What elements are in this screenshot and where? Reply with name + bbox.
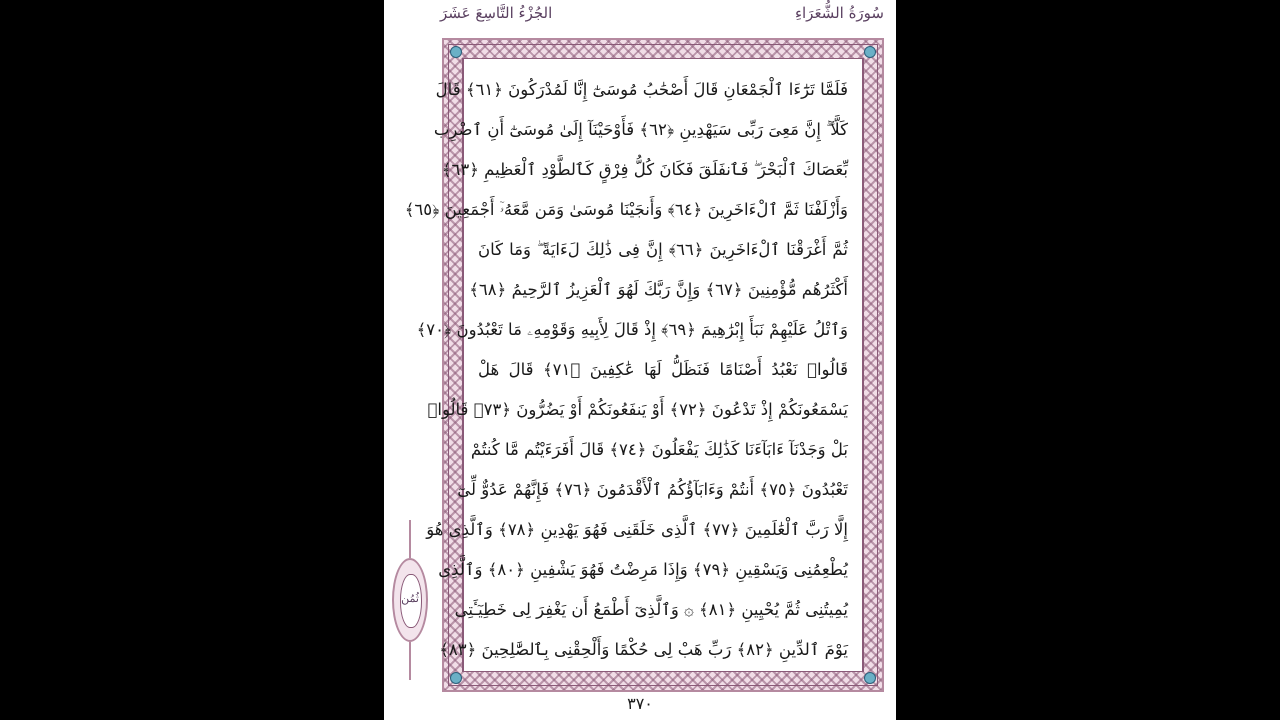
verse-line: فَلَمَّا تَرَٰٓءَا ٱلْجَمْعَانِ قَالَ أَصْحَٰبُ مُوسَىٰٓ إِنَّا لَمُدْرَكُونَ ﴿٦١﴾ قَالَ: [435, 80, 848, 99]
verse-line: وَٱتْلُ عَلَيْهِمْ نَبَأَ إِبْرَٰهِيمَ ﴿٦٩﴾ إِذْ قَالَ لِأَبِيهِ وَقَوْمِهِۦ مَا تَعْبُدُونَ ﴿٧٠﴾: [416, 320, 848, 339]
verse-line: يَوْمَ ٱلدِّينِ ﴿٨٢﴾ رَبِّ هَبْ لِى حُكْمًا وَأَلْحِقْنِى بِٱلصَّٰلِحِينَ ﴿٨٣﴾: [439, 640, 848, 659]
rosette-ornament-icon: [864, 672, 876, 684]
thumun-label: ثُمُن: [401, 592, 419, 605]
rosette-ornament-icon: [450, 46, 462, 58]
verse-line: يَسْمَعُونَكُمْ إِذْ تَدْعُونَ ﴿٧٢﴾ أَوْ يَنفَعُونَكُمْ أَوْ يَضُرُّونَ ﴿٧٣﴾ قَالُوا۟: [427, 400, 848, 419]
mushaf-page: [384, 0, 896, 720]
verse-line: بِّعَصَاكَ ٱلْبَحْرَ ۖ فَٱنفَلَقَ فَكَانَ كُلُّ فِرْقٍ كَٱلطَّوْدِ ٱلْعَظِيمِ ﴿٦٣﴾: [441, 160, 848, 179]
verse-line: قَالُوا۟ نَعْبُدُ أَصْنَامًا فَنَظَلُّ لَهَا عَٰكِفِينَ ﴿٧١﴾ قَالَ هَلْ: [478, 360, 848, 379]
rosette-ornament-icon: [864, 46, 876, 58]
verse-line: يُمِيتُنِى ثُمَّ يُحْيِينِ ﴿٨١﴾ ۞ وَٱلَّذِىٓ أَطْمَعُ أَن يَغْفِرَ لِى خَطِيٓـَٔتِى: [454, 600, 848, 619]
verse-line: أَكْثَرُهُم مُّؤْمِنِينَ ﴿٦٧﴾ وَإِنَّ رَبَّكَ لَهُوَ ٱلْعَزِيزُ ٱلرَّحِيمُ ﴿٦٨﴾: [469, 280, 848, 299]
verse-line: وَأَزْلَفْنَا ثَمَّ ٱلْءَاخَرِينَ ﴿٦٤﴾ وَأَنجَيْنَا مُوسَىٰ وَمَن مَّعَهُۥٓ أَجْمَعِينَ ﴿٦٥﴾: [404, 200, 848, 219]
juz-name-header: الجُزْءُ التَّاسِعَ عَشَرَ: [440, 4, 553, 22]
thumun-marker: [390, 520, 430, 680]
verse-line: يُطْعِمُنِى وَيَسْقِينِ ﴿٧٩﴾ وَإِذَا مَرِضْتُ فَهُوَ يَشْفِينِ ﴿٨٠﴾ وَٱلَّذِى: [438, 560, 848, 579]
verse-line: إِلَّا رَبَّ ٱلْعَٰلَمِينَ ﴿٧٧﴾ ٱلَّذِى خَلَقَنِى فَهُوَ يَهْدِينِ ﴿٧٨﴾ وَٱلَّذِى هُوَ: [426, 520, 848, 539]
surah-name-header: سُورَةُ الشُّعَرَاءِ: [794, 4, 884, 22]
rosette-ornament-icon: [450, 672, 462, 684]
verse-line: تَعْبُدُونَ ﴿٧٥﴾ أَنتُمْ وَءَابَآؤُكُمُ ٱلْأَقْدَمُونَ ﴿٧٦﴾ فَإِنَّهُمْ عَدُوٌّ لِّىٓ: [457, 480, 848, 499]
verse-line: ثُمَّ أَغْرَقْنَا ٱلْءَاخَرِينَ ﴿٦٦﴾ إِنَّ فِى ذَٰلِكَ لَءَايَةً ۖ وَمَا كَانَ: [478, 240, 848, 259]
verse-line: بَلْ وَجَدْنَآ ءَابَآءَنَا كَذَٰلِكَ يَفْعَلُونَ ﴿٧٤﴾ قَالَ أَفَرَءَيْتُم مَّا كُنتُمْ: [470, 440, 848, 459]
page-number: ٣٧٠: [627, 694, 653, 713]
verse-line: كَلَّآ ۖ إِنَّ مَعِىَ رَبِّى سَيَهْدِينِ ﴿٦٢﴾ فَأَوْحَيْنَآ إِلَىٰ مُوسَىٰٓ أَنِ ٱضْرِب: [433, 120, 848, 139]
